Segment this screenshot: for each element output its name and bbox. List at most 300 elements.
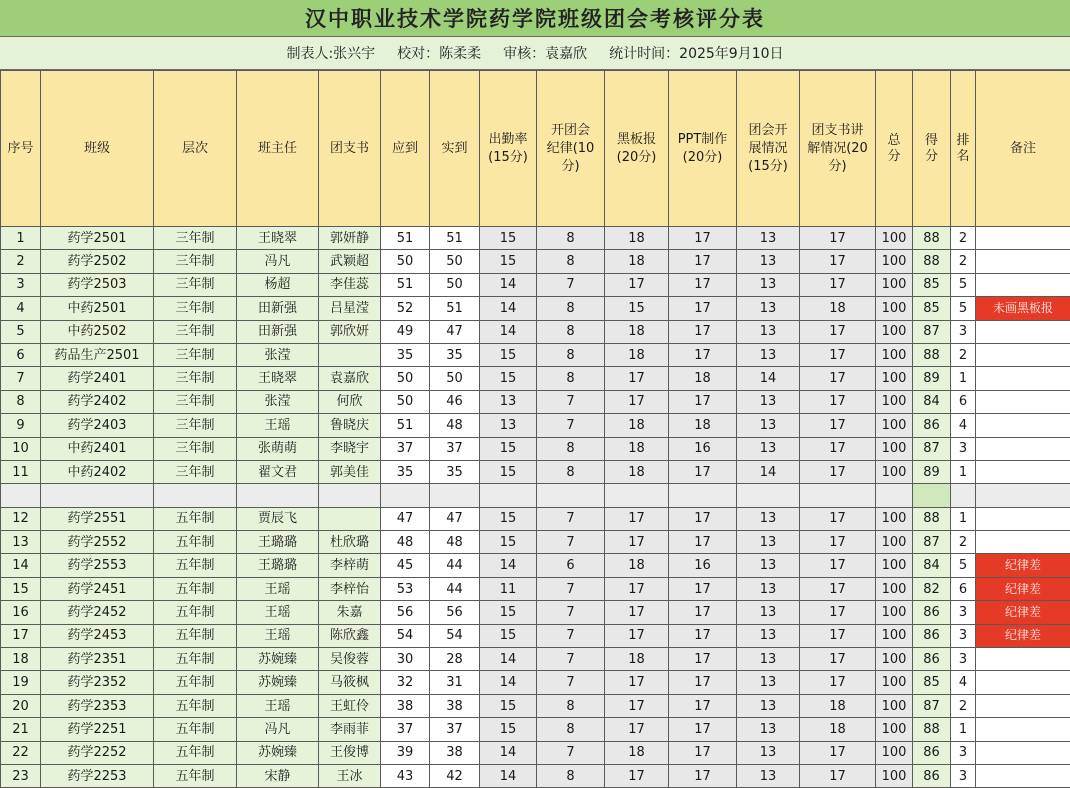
discipline-cell: 7	[537, 624, 605, 647]
discipline-cell: 7	[537, 507, 605, 530]
attendance-cell: 15	[480, 624, 537, 647]
expected-cell: 35	[381, 343, 430, 366]
expected-cell: 45	[381, 554, 430, 577]
total-cell: 100	[876, 460, 913, 483]
level-cell: 三年制	[154, 297, 237, 320]
expected-cell: 54	[381, 624, 430, 647]
score-cell: 87	[913, 437, 951, 460]
actual-cell: 50	[430, 367, 480, 390]
explain-cell: 17	[800, 250, 876, 273]
remark-cell	[976, 741, 1070, 764]
secretary-cell	[319, 507, 381, 530]
score-cell: 84	[913, 554, 951, 577]
level-cell: 三年制	[154, 414, 237, 437]
header-remark: 备注	[976, 71, 1070, 227]
attendance-cell: 15	[480, 343, 537, 366]
level-cell: 三年制	[154, 320, 237, 343]
activity-cell: 14	[737, 367, 800, 390]
attendance-cell: 15	[480, 227, 537, 250]
discipline-cell: 8	[537, 718, 605, 741]
activity-cell: 13	[737, 437, 800, 460]
sheet-title: 汉中职业技术学院药学院班级团会考核评分表	[0, 0, 1070, 37]
activity-cell: 13	[737, 601, 800, 624]
explain-cell: 17	[800, 764, 876, 787]
header-actual: 实到	[430, 71, 480, 227]
activity-cell: 13	[737, 297, 800, 320]
head-teacher-cell: 宋静	[237, 764, 319, 787]
activity-cell: 13	[737, 507, 800, 530]
secretary-cell: 吴俊蓉	[319, 648, 381, 671]
secretary-cell: 王虹伶	[319, 694, 381, 717]
level-cell: 三年制	[154, 367, 237, 390]
attendance-cell: 15	[480, 531, 537, 554]
class-cell: 药学2351	[41, 648, 154, 671]
secretary-cell: 王俊博	[319, 741, 381, 764]
table-row	[1, 741, 1070, 764]
activity-cell: 13	[737, 694, 800, 717]
total-cell: 100	[876, 297, 913, 320]
blackboard-cell: 18	[605, 227, 669, 250]
table-row	[1, 531, 1070, 554]
explain-cell: 18	[800, 694, 876, 717]
blackboard-cell: 18	[605, 741, 669, 764]
attendance-cell: 15	[480, 460, 537, 483]
total-cell: 100	[876, 390, 913, 413]
explain-cell: 17	[800, 741, 876, 764]
total-cell: 100	[876, 624, 913, 647]
level-cell: 五年制	[154, 624, 237, 647]
table-row	[1, 718, 1070, 741]
actual-cell: 35	[430, 343, 480, 366]
total-cell: 100	[876, 764, 913, 787]
rank-cell: 3	[951, 624, 976, 647]
total-cell: 100	[876, 554, 913, 577]
spacer-row	[1, 484, 1070, 507]
discipline-cell: 8	[537, 250, 605, 273]
rank-cell: 1	[951, 367, 976, 390]
seq-cell: 12	[1, 507, 41, 530]
explain-cell: 17	[800, 437, 876, 460]
total-cell: 100	[876, 414, 913, 437]
table-row	[1, 577, 1070, 600]
total-cell: 100	[876, 531, 913, 554]
remark-cell	[976, 648, 1070, 671]
blackboard-cell: 15	[605, 297, 669, 320]
blackboard-cell: 18	[605, 414, 669, 437]
ppt-cell: 17	[669, 297, 737, 320]
rank-cell: 6	[951, 390, 976, 413]
explain-cell: 17	[800, 601, 876, 624]
actual-cell: 35	[430, 460, 480, 483]
activity-cell: 13	[737, 320, 800, 343]
actual-cell: 48	[430, 414, 480, 437]
score-cell: 87	[913, 694, 951, 717]
class-cell: 中药2402	[41, 460, 154, 483]
remark-cell: 纪律差	[976, 601, 1070, 624]
expected-cell: 39	[381, 741, 430, 764]
total-cell: 100	[876, 718, 913, 741]
remark-cell	[976, 390, 1070, 413]
ppt-cell: 17	[669, 741, 737, 764]
secretary-cell: 鲁晓庆	[319, 414, 381, 437]
blackboard-cell: 18	[605, 460, 669, 483]
remark-cell	[976, 273, 1070, 296]
table-row	[1, 554, 1070, 577]
blackboard-cell: 18	[605, 648, 669, 671]
header-head-teacher: 班主任	[237, 71, 319, 227]
explain-cell: 17	[800, 273, 876, 296]
class-cell: 中药2501	[41, 297, 154, 320]
rank-cell: 3	[951, 764, 976, 787]
secretary-cell: 李佳蕊	[319, 273, 381, 296]
header-score: 得分	[913, 71, 951, 227]
discipline-cell: 8	[537, 227, 605, 250]
secretary-cell: 马筱枫	[319, 671, 381, 694]
attendance-cell: 15	[480, 718, 537, 741]
blackboard-cell: 17	[605, 764, 669, 787]
explain-cell: 17	[800, 507, 876, 530]
discipline-cell: 6	[537, 554, 605, 577]
expected-cell: 50	[381, 367, 430, 390]
head-teacher-cell: 田新强	[237, 320, 319, 343]
ppt-cell: 17	[669, 460, 737, 483]
total-cell: 100	[876, 437, 913, 460]
total-cell: 100	[876, 671, 913, 694]
total-cell: 100	[876, 577, 913, 600]
secretary-cell: 王冰	[319, 764, 381, 787]
level-cell: 三年制	[154, 227, 237, 250]
score-cell: 87	[913, 320, 951, 343]
table-row	[1, 390, 1070, 413]
rank-cell: 2	[951, 250, 976, 273]
seq-cell: 17	[1, 624, 41, 647]
score-cell: 89	[913, 460, 951, 483]
expected-cell: 37	[381, 718, 430, 741]
expected-cell: 38	[381, 694, 430, 717]
class-cell: 药品生产2501	[41, 343, 154, 366]
rank-cell: 2	[951, 694, 976, 717]
remark-cell	[976, 764, 1070, 787]
head-teacher-cell: 张萌萌	[237, 437, 319, 460]
header-expected: 应到	[381, 71, 430, 227]
ppt-cell: 17	[669, 507, 737, 530]
table-row	[1, 460, 1070, 483]
attendance-cell: 14	[480, 671, 537, 694]
secretary-cell: 吕星滢	[319, 297, 381, 320]
activity-cell: 13	[737, 390, 800, 413]
header-row	[1, 71, 1070, 227]
total-cell: 100	[876, 648, 913, 671]
header-explain: 团支书讲解情况(20分)	[800, 71, 876, 227]
expected-cell: 30	[381, 648, 430, 671]
explain-cell: 17	[800, 624, 876, 647]
explain-cell: 17	[800, 227, 876, 250]
score-cell: 88	[913, 507, 951, 530]
total-cell: 100	[876, 507, 913, 530]
head-teacher-cell: 田新强	[237, 297, 319, 320]
ppt-cell: 16	[669, 554, 737, 577]
class-cell: 药学2403	[41, 414, 154, 437]
remark-cell	[976, 250, 1070, 273]
head-teacher-cell: 贾辰飞	[237, 507, 319, 530]
checker-label: 校对：陈柔柔	[397, 43, 481, 63]
remark-cell	[976, 460, 1070, 483]
seq-cell: 2	[1, 250, 41, 273]
seq-cell: 7	[1, 367, 41, 390]
blackboard-cell: 18	[605, 343, 669, 366]
actual-cell: 50	[430, 273, 480, 296]
actual-cell: 50	[430, 250, 480, 273]
table-row	[1, 764, 1070, 787]
table-row	[1, 250, 1070, 273]
seq-cell: 16	[1, 601, 41, 624]
actual-cell: 56	[430, 601, 480, 624]
ppt-cell: 17	[669, 531, 737, 554]
level-cell: 五年制	[154, 601, 237, 624]
attendance-cell: 15	[480, 437, 537, 460]
explain-cell: 17	[800, 343, 876, 366]
blackboard-cell: 17	[605, 390, 669, 413]
attendance-cell: 13	[480, 390, 537, 413]
total-cell: 100	[876, 273, 913, 296]
reviewer-label: 审核：袁嘉欣	[503, 43, 587, 63]
score-cell: 86	[913, 648, 951, 671]
actual-cell: 51	[430, 227, 480, 250]
actual-cell: 38	[430, 741, 480, 764]
level-cell: 三年制	[154, 437, 237, 460]
secretary-cell: 陈欣鑫	[319, 624, 381, 647]
blackboard-cell: 17	[605, 273, 669, 296]
table-body-five-year	[1, 507, 1070, 788]
level-cell: 五年制	[154, 694, 237, 717]
discipline-cell: 7	[537, 741, 605, 764]
class-cell: 药学2502	[41, 250, 154, 273]
explain-cell: 17	[800, 554, 876, 577]
secretary-cell: 朱嘉	[319, 601, 381, 624]
score-cell: 84	[913, 390, 951, 413]
expected-cell: 43	[381, 764, 430, 787]
blackboard-cell: 17	[605, 531, 669, 554]
activity-cell: 13	[737, 671, 800, 694]
level-cell: 五年制	[154, 577, 237, 600]
class-cell: 药学2451	[41, 577, 154, 600]
total-cell: 100	[876, 694, 913, 717]
activity-cell: 13	[737, 764, 800, 787]
class-cell: 药学2352	[41, 671, 154, 694]
head-teacher-cell: 冯凡	[237, 718, 319, 741]
rank-cell: 3	[951, 320, 976, 343]
secretary-cell	[319, 343, 381, 366]
header-seq: 序号	[1, 71, 41, 227]
ppt-cell: 17	[669, 390, 737, 413]
expected-cell: 56	[381, 601, 430, 624]
table-row	[1, 601, 1070, 624]
score-cell: 86	[913, 741, 951, 764]
actual-cell: 42	[430, 764, 480, 787]
head-teacher-cell: 杨超	[237, 273, 319, 296]
class-cell: 药学2251	[41, 718, 154, 741]
expected-cell: 47	[381, 507, 430, 530]
discipline-cell: 7	[537, 390, 605, 413]
ppt-cell: 17	[669, 648, 737, 671]
expected-cell: 51	[381, 273, 430, 296]
rank-cell: 1	[951, 507, 976, 530]
blackboard-cell: 17	[605, 718, 669, 741]
score-cell: 88	[913, 343, 951, 366]
attendance-cell: 14	[480, 320, 537, 343]
level-cell: 三年制	[154, 460, 237, 483]
actual-cell: 47	[430, 507, 480, 530]
discipline-cell: 7	[537, 671, 605, 694]
header-blackboard: 黑板报(20分)	[605, 71, 669, 227]
remark-cell: 纪律差	[976, 577, 1070, 600]
explain-cell: 18	[800, 297, 876, 320]
level-cell: 三年制	[154, 250, 237, 273]
head-teacher-cell: 王瑶	[237, 577, 319, 600]
rank-cell: 3	[951, 741, 976, 764]
table-body-three-year	[1, 227, 1070, 484]
activity-cell: 13	[737, 250, 800, 273]
score-cell: 88	[913, 227, 951, 250]
rank-cell: 1	[951, 460, 976, 483]
class-cell: 药学2253	[41, 764, 154, 787]
seq-cell: 23	[1, 764, 41, 787]
expected-cell: 51	[381, 414, 430, 437]
actual-cell: 51	[430, 297, 480, 320]
actual-cell: 44	[430, 577, 480, 600]
class-cell: 药学2401	[41, 367, 154, 390]
secretary-cell: 何欣	[319, 390, 381, 413]
score-cell: 89	[913, 367, 951, 390]
table-row	[1, 414, 1070, 437]
explain-cell: 17	[800, 577, 876, 600]
level-cell: 三年制	[154, 273, 237, 296]
secretary-cell: 杜欣璐	[319, 531, 381, 554]
head-teacher-cell: 苏婉臻	[237, 648, 319, 671]
seq-cell: 5	[1, 320, 41, 343]
blackboard-cell: 17	[605, 577, 669, 600]
explain-cell: 18	[800, 718, 876, 741]
seq-cell: 14	[1, 554, 41, 577]
level-cell: 三年制	[154, 390, 237, 413]
blackboard-cell: 18	[605, 250, 669, 273]
attendance-cell: 15	[480, 507, 537, 530]
class-cell: 药学2501	[41, 227, 154, 250]
head-teacher-cell: 张滢	[237, 343, 319, 366]
activity-cell: 13	[737, 624, 800, 647]
attendance-cell: 14	[480, 741, 537, 764]
level-cell: 三年制	[154, 343, 237, 366]
level-cell: 五年制	[154, 764, 237, 787]
expected-cell: 49	[381, 320, 430, 343]
secretary-cell: 李雨菲	[319, 718, 381, 741]
seq-cell: 8	[1, 390, 41, 413]
attendance-cell: 14	[480, 648, 537, 671]
head-teacher-cell: 王瑶	[237, 694, 319, 717]
remark-cell	[976, 414, 1070, 437]
actual-cell: 31	[430, 671, 480, 694]
attendance-cell: 14	[480, 297, 537, 320]
activity-cell: 13	[737, 343, 800, 366]
table-row	[1, 297, 1070, 320]
discipline-cell: 7	[537, 414, 605, 437]
total-cell: 100	[876, 601, 913, 624]
stat-time-label: 统计时间：2025年9月10日	[609, 43, 783, 63]
ppt-cell: 17	[669, 601, 737, 624]
table-row	[1, 273, 1070, 296]
ppt-cell: 17	[669, 694, 737, 717]
attendance-cell: 11	[480, 577, 537, 600]
table-row	[1, 367, 1070, 390]
activity-cell: 13	[737, 227, 800, 250]
total-cell: 100	[876, 741, 913, 764]
class-cell: 药学2453	[41, 624, 154, 647]
header-total: 总分	[876, 71, 913, 227]
score-cell: 88	[913, 718, 951, 741]
explain-cell: 17	[800, 671, 876, 694]
expected-cell: 50	[381, 250, 430, 273]
seq-cell: 11	[1, 460, 41, 483]
remark-cell: 未画黑板报	[976, 297, 1070, 320]
head-teacher-cell: 王璐璐	[237, 554, 319, 577]
class-cell: 中药2401	[41, 437, 154, 460]
head-teacher-cell: 王瑶	[237, 414, 319, 437]
rank-cell: 4	[951, 414, 976, 437]
discipline-cell: 7	[537, 273, 605, 296]
actual-cell: 38	[430, 694, 480, 717]
seq-cell: 21	[1, 718, 41, 741]
header-ppt: PPT制作(20分)	[669, 71, 737, 227]
class-cell: 药学2252	[41, 741, 154, 764]
actual-cell: 48	[430, 531, 480, 554]
ppt-cell: 17	[669, 718, 737, 741]
explain-cell: 17	[800, 320, 876, 343]
level-cell: 五年制	[154, 741, 237, 764]
seq-cell: 19	[1, 671, 41, 694]
score-table	[0, 70, 1070, 788]
rank-cell: 3	[951, 437, 976, 460]
remark-cell	[976, 437, 1070, 460]
ppt-cell: 17	[669, 577, 737, 600]
table-spacer	[1, 484, 1070, 507]
total-cell: 100	[876, 343, 913, 366]
remark-cell	[976, 531, 1070, 554]
expected-cell: 53	[381, 577, 430, 600]
header-secretary: 团支书	[319, 71, 381, 227]
header-rank: 排名	[951, 71, 976, 227]
score-cell: 86	[913, 764, 951, 787]
table-row	[1, 507, 1070, 530]
header-discipline: 开团会纪律(10分)	[537, 71, 605, 227]
class-cell: 药学2452	[41, 601, 154, 624]
explain-cell: 17	[800, 531, 876, 554]
class-cell: 药学2552	[41, 531, 154, 554]
head-teacher-cell: 翟文君	[237, 460, 319, 483]
discipline-cell: 8	[537, 694, 605, 717]
seq-cell: 3	[1, 273, 41, 296]
actual-cell: 47	[430, 320, 480, 343]
secretary-cell: 李晓宇	[319, 437, 381, 460]
header-attendance: 出勤率(15分)	[480, 71, 537, 227]
rank-cell: 6	[951, 577, 976, 600]
level-cell: 五年制	[154, 648, 237, 671]
score-cell: 85	[913, 297, 951, 320]
total-cell: 100	[876, 250, 913, 273]
head-teacher-cell: 冯凡	[237, 250, 319, 273]
discipline-cell: 7	[537, 531, 605, 554]
attendance-cell: 13	[480, 414, 537, 437]
activity-cell: 13	[737, 648, 800, 671]
